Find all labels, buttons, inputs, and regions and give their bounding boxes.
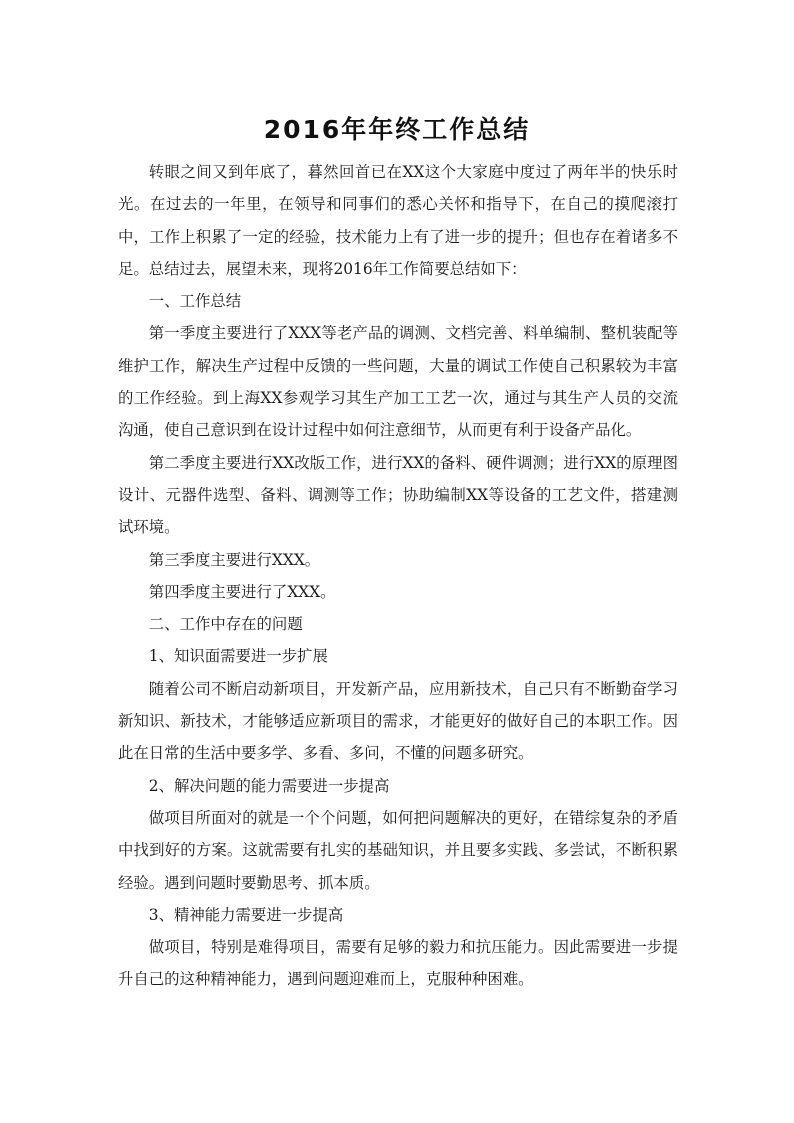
paragraph-problem-solving: 做项目所面对的就是一个个问题，如何把问题解决的更好，在错综复杂的矛盾中找到好的方案。这就需要有扎实的基础知识，并且要多实践、多尝试，不断积累经验。遇到问题时要勤思考、抓本质。 <box>118 808 678 892</box>
subheading-mental-strength: 3、精神能力需要进一步提高 <box>148 905 344 924</box>
document-body <box>118 156 678 996</box>
paragraph-knowledge: 随着公司不断启动新项目，开发新产品，应用新技术，自己只有不断勤奋学习新知识、新技术，才能够适应新项目的需求，才能更好的做好自己的本职工作。因此在日常的生活中要多学、多看、多问，不懂的问题多研究。 <box>118 679 678 763</box>
section-heading-work-summary: 一、工作总结 <box>148 292 242 311</box>
section-heading-problems: 二、工作中存在的问题 <box>148 615 303 634</box>
subheading-problem-solving: 2、解决问题的能力需要进一步提高 <box>148 776 390 795</box>
paragraph-q3: 第三季度主要进行XXX。 <box>148 550 321 569</box>
document-title: 2016年年终工作总结 <box>263 115 531 144</box>
paragraph-q1: 第一季度主要进行了XXX等老产品的调测、文档完善、料单编制、整机装配等维护工作，解决生产过程中反馈的一些问题，大量的调试工作使自己积累较为丰富的工作经验。到上海XX参观学习其生产加工工艺一次，通过与其生产人员的交流沟通，使自己意识到在设计过程中如何注意细节，从而更有利于设备产品化。 <box>118 324 678 440</box>
paragraph-q2: 第二季度主要进行XX改版工作，进行XX的备料、硬件调测；进行XX的原理图设计、元器件选型、备料、调测等工作；协助编制XX等设备的工艺文件，搭建测试环境。 <box>118 453 678 537</box>
paragraph-mental-strength: 做项目，特别是难得项目，需要有足够的毅力和抗压能力。因此需要进一步提升自己的这种精神能力，遇到问题迎难而上，克服种种困难。 <box>118 938 678 989</box>
intro-paragraph: 转眼之间又到年底了，暮然回首已在XX这个大家庭中度过了两年半的快乐时光。在过去的一年里，在领导和同事们的悉心关怀和指导下，在自己的摸爬滚打中，工作上积累了一定的经验，技术能力上有了进一步的提升；但也存在着诸多不足。总结过去，展望未来，现将2016年工作简要总结如下： <box>118 163 678 278</box>
paragraph-q4: 第四季度主要进行了XXX。 <box>148 582 336 601</box>
subheading-knowledge: 1、知识面需要进一步扩展 <box>148 647 328 666</box>
